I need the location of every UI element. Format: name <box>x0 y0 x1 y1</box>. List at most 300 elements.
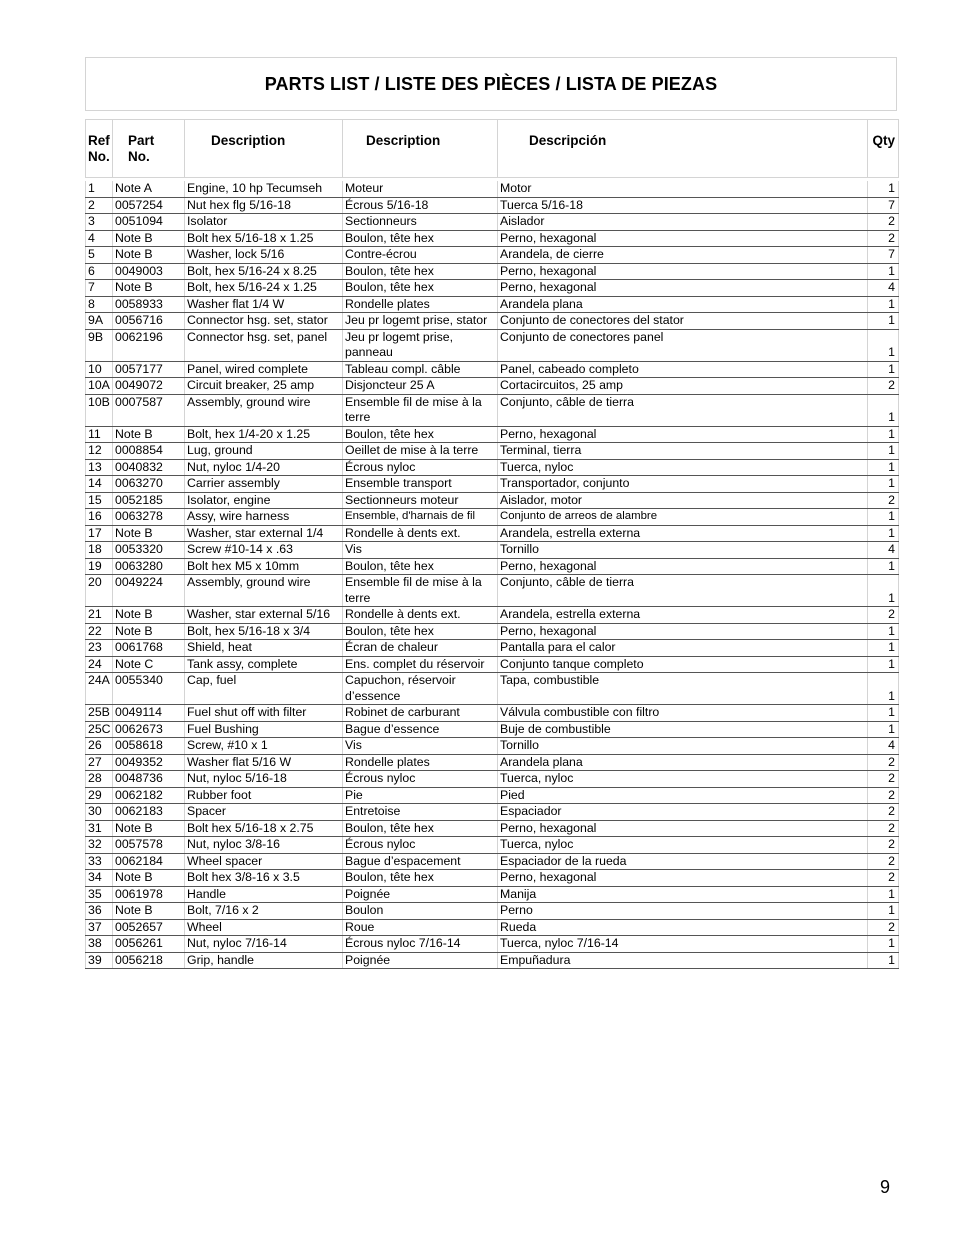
description-es-cell: Conjunto, câble de tierra <box>498 394 868 426</box>
description-es-cell: Válvula combustible con filtro <box>498 705 868 722</box>
description-fr-cell: Ensemble fil de mise à la terre <box>343 394 498 426</box>
page-title: PARTS LIST / LISTE DES PIÈCES / LISTA DE PIEZAS <box>264 73 718 94</box>
qty-cell: 1 <box>868 443 899 460</box>
description-en-cell: Washer, lock 5/16 <box>185 247 343 264</box>
part-number-cell: Note B <box>113 870 185 887</box>
part-number-cell: Note B <box>113 903 185 920</box>
description-es-cell: Arandela plana <box>498 296 868 313</box>
description-en-cell: Bolt hex M5 x 10mm <box>185 558 343 575</box>
part-number-cell: 0008854 <box>113 443 185 460</box>
table-row <box>86 771 899 788</box>
description-fr-cell: Ensemble, d'harnais de fil <box>343 509 498 526</box>
part-number-cell: Note B <box>113 247 185 264</box>
part-number-cell: 0061768 <box>113 640 185 657</box>
description-en-cell: Assembly, ground wire <box>185 394 343 426</box>
ref-cell: 10B <box>86 394 113 426</box>
description-en-cell: Bolt, hex 1/4-20 x 1.25 <box>185 426 343 443</box>
description-es-cell: Perno, hexagonal <box>498 820 868 837</box>
part-number-cell: 0058618 <box>113 738 185 755</box>
description-fr-cell: Boulon, tête hex <box>343 426 498 443</box>
qty-cell: 2 <box>868 820 899 837</box>
table-row <box>86 787 899 804</box>
description-fr-cell: Contre-écrou <box>343 247 498 264</box>
qty-cell: 1 <box>868 361 899 378</box>
description-es-cell: Espaciador <box>498 804 868 821</box>
description-en-cell: Assembly, ground wire <box>185 575 343 607</box>
description-en-cell: Cap, fuel <box>185 673 343 705</box>
description-en-cell: Nut, nyloc 7/16-14 <box>185 936 343 953</box>
ref-cell: 30 <box>86 804 113 821</box>
ref-cell: 2 <box>86 197 113 214</box>
description-fr-cell: Boulon, tête hex <box>343 558 498 575</box>
table-row <box>86 361 899 378</box>
qty-cell: 1 <box>868 903 899 920</box>
ref-cell: 3 <box>86 214 113 231</box>
table-row <box>86 952 899 969</box>
description-es-cell: Perno, hexagonal <box>498 263 868 280</box>
qty-cell: 1 <box>868 329 899 361</box>
header-description-fr: Description <box>343 120 498 178</box>
part-number-cell: 0052185 <box>113 492 185 509</box>
part-number-cell: Note B <box>113 623 185 640</box>
table-row <box>86 181 899 197</box>
ref-cell: 37 <box>86 919 113 936</box>
qty-cell: 1 <box>868 705 899 722</box>
ref-cell: 12 <box>86 443 113 460</box>
qty-cell: 1 <box>868 263 899 280</box>
description-en-cell: Washer, star external 5/16 <box>185 607 343 624</box>
description-fr-cell: Boulon, tête hex <box>343 263 498 280</box>
qty-cell: 4 <box>868 738 899 755</box>
description-es-cell: Buje de combustible <box>498 721 868 738</box>
description-fr-cell: Ensemble fil de mise à la terre <box>343 575 498 607</box>
description-en-cell: Wheel spacer <box>185 853 343 870</box>
part-number-cell: 0052657 <box>113 919 185 936</box>
table-row <box>86 558 899 575</box>
description-fr-cell: Écrous nyloc <box>343 837 498 854</box>
description-en-cell: Nut, nyloc 3/8-16 <box>185 837 343 854</box>
description-es-cell: Manija <box>498 886 868 903</box>
description-es-cell: Perno, hexagonal <box>498 280 868 297</box>
qty-cell: 2 <box>868 378 899 395</box>
description-en-cell: Handle <box>185 886 343 903</box>
qty-cell: 1 <box>868 575 899 607</box>
description-es-cell: Perno <box>498 903 868 920</box>
qty-cell: 4 <box>868 280 899 297</box>
description-en-cell: Isolator, engine <box>185 492 343 509</box>
description-fr-cell: Sectionneurs moteur <box>343 492 498 509</box>
description-es-cell: Cortacircuitos, 25 amp <box>498 378 868 395</box>
description-en-cell: Nut hex flg 5/16-18 <box>185 197 343 214</box>
ref-cell: 32 <box>86 837 113 854</box>
ref-cell: 21 <box>86 607 113 624</box>
qty-cell: 2 <box>868 804 899 821</box>
description-en-cell: Spacer <box>185 804 343 821</box>
description-es-cell: Tornillo <box>498 542 868 559</box>
table-row <box>86 443 899 460</box>
table-row <box>86 542 899 559</box>
qty-cell: 2 <box>868 607 899 624</box>
description-en-cell: Washer, star external 1/4 <box>185 525 343 542</box>
description-en-cell: Bolt hex 5/16-18 x 1.25 <box>185 230 343 247</box>
qty-cell: 2 <box>868 837 899 854</box>
description-fr-cell: Écrous nyloc <box>343 771 498 788</box>
part-number-cell: 0063280 <box>113 558 185 575</box>
ref-cell: 24A <box>86 673 113 705</box>
description-en-cell: Bolt, hex 5/16-18 x 3/4 <box>185 623 343 640</box>
qty-cell: 4 <box>868 542 899 559</box>
description-en-cell: Bolt hex 3/8-16 x 3.5 <box>185 870 343 887</box>
table-row <box>86 640 899 657</box>
qty-cell: 1 <box>868 459 899 476</box>
description-en-cell: Isolator <box>185 214 343 231</box>
ref-cell: 20 <box>86 575 113 607</box>
qty-cell: 1 <box>868 673 899 705</box>
qty-cell: 2 <box>868 492 899 509</box>
ref-cell: 10A <box>86 378 113 395</box>
description-fr-cell: Bague d’espacement <box>343 853 498 870</box>
qty-cell: 2 <box>868 754 899 771</box>
description-fr-cell: Boulon, tête hex <box>343 280 498 297</box>
ref-cell: 23 <box>86 640 113 657</box>
table-row <box>86 459 899 476</box>
header-ref: Ref No. <box>86 120 113 178</box>
ref-cell: 10 <box>86 361 113 378</box>
part-number-cell: 0007587 <box>113 394 185 426</box>
part-number-cell: 0057177 <box>113 361 185 378</box>
table-row <box>86 378 899 395</box>
ref-cell: 22 <box>86 623 113 640</box>
part-number-cell: Note B <box>113 820 185 837</box>
ref-cell: 35 <box>86 886 113 903</box>
ref-cell: 18 <box>86 542 113 559</box>
description-en-cell: Nut, nyloc 1/4-20 <box>185 459 343 476</box>
description-en-cell: Tank assy, complete <box>185 656 343 673</box>
part-number-cell: 0062673 <box>113 721 185 738</box>
table-row <box>86 804 899 821</box>
table-row <box>86 870 899 887</box>
description-fr-cell: Jeu pr logemt prise, panneau <box>343 329 498 361</box>
description-en-cell: Screw #10-14 x .63 <box>185 542 343 559</box>
header-qty: Qty <box>868 120 899 178</box>
qty-cell: 1 <box>868 721 899 738</box>
ref-cell: 7 <box>86 280 113 297</box>
table-row <box>86 525 899 542</box>
header-description-es: Descripción <box>498 120 868 178</box>
description-en-cell: Carrier assembly <box>185 476 343 493</box>
description-en-cell: Assy, wire harness <box>185 509 343 526</box>
table-row <box>86 476 899 493</box>
table-row <box>86 607 899 624</box>
description-es-cell: Motor <box>498 181 868 197</box>
qty-cell: 1 <box>868 886 899 903</box>
description-es-cell: Empuñadura <box>498 952 868 969</box>
ref-cell: 25B <box>86 705 113 722</box>
description-en-cell: Connector hsg. set, stator <box>185 313 343 330</box>
ref-cell: 11 <box>86 426 113 443</box>
parts-table <box>85 119 899 969</box>
qty-cell: 2 <box>868 771 899 788</box>
description-es-cell: Tornillo <box>498 738 868 755</box>
description-fr-cell: Robinet de carburant <box>343 705 498 722</box>
table-row <box>86 263 899 280</box>
description-fr-cell: Ens. complet du réservoir <box>343 656 498 673</box>
qty-cell: 2 <box>868 870 899 887</box>
qty-cell: 1 <box>868 181 899 197</box>
ref-cell: 33 <box>86 853 113 870</box>
description-es-cell: Tuerca, nyloc <box>498 771 868 788</box>
description-en-cell: Connector hsg. set, panel <box>185 329 343 361</box>
description-es-cell: Arandela, estrella externa <box>498 525 868 542</box>
description-es-cell: Tuerca, nyloc <box>498 459 868 476</box>
qty-cell: 2 <box>868 853 899 870</box>
part-number-cell: 0061978 <box>113 886 185 903</box>
description-es-cell: Perno, hexagonal <box>498 870 868 887</box>
part-number-cell: 0056261 <box>113 936 185 953</box>
table-row <box>86 886 899 903</box>
ref-cell: 36 <box>86 903 113 920</box>
qty-cell: 1 <box>868 313 899 330</box>
part-number-cell: 0051094 <box>113 214 185 231</box>
description-es-cell: Arandela, de cierre <box>498 247 868 264</box>
qty-cell: 7 <box>868 197 899 214</box>
description-es-cell: Transportador, conjunto <box>498 476 868 493</box>
description-fr-cell: Vis <box>343 542 498 559</box>
table-row <box>86 426 899 443</box>
ref-cell: 16 <box>86 509 113 526</box>
ref-cell: 17 <box>86 525 113 542</box>
description-fr-cell: Moteur <box>343 181 498 197</box>
table-row <box>86 623 899 640</box>
part-number-cell: Note B <box>113 525 185 542</box>
ref-cell: 14 <box>86 476 113 493</box>
qty-cell: 1 <box>868 558 899 575</box>
part-number-cell: 0057578 <box>113 837 185 854</box>
ref-cell: 4 <box>86 230 113 247</box>
part-number-cell: 0055340 <box>113 673 185 705</box>
table-row <box>86 509 899 526</box>
description-en-cell: Wheel <box>185 919 343 936</box>
part-number-cell: 0063270 <box>113 476 185 493</box>
part-number-cell: 0062196 <box>113 329 185 361</box>
part-number-cell: 0040832 <box>113 459 185 476</box>
qty-cell: 1 <box>868 426 899 443</box>
table-header-row <box>86 120 899 178</box>
part-number-cell: 0049114 <box>113 705 185 722</box>
part-number-cell: 0048736 <box>113 771 185 788</box>
ref-cell: 31 <box>86 820 113 837</box>
part-number-cell: Note B <box>113 280 185 297</box>
table-row <box>86 247 899 264</box>
description-fr-cell: Rondelle à dents ext. <box>343 607 498 624</box>
part-number-cell: 0049224 <box>113 575 185 607</box>
part-number-cell: 0057254 <box>113 197 185 214</box>
title-box <box>85 57 897 111</box>
ref-cell: 38 <box>86 936 113 953</box>
description-fr-cell: Disjoncteur 25 A <box>343 378 498 395</box>
description-es-cell: Pantalla para el calor <box>498 640 868 657</box>
table-row <box>86 575 899 607</box>
description-fr-cell: Rondelle à dents ext. <box>343 525 498 542</box>
part-number-cell: 0049072 <box>113 378 185 395</box>
description-es-cell: Conjunto tanque completo <box>498 656 868 673</box>
table-row <box>86 705 899 722</box>
description-es-cell: Espaciador de la rueda <box>498 853 868 870</box>
part-number-cell: 0062182 <box>113 787 185 804</box>
description-es-cell: Tapa, combustible <box>498 673 868 705</box>
description-en-cell: Panel, wired complete <box>185 361 343 378</box>
qty-cell: 1 <box>868 525 899 542</box>
description-en-cell: Grip, handle <box>185 952 343 969</box>
description-en-cell: Rubber foot <box>185 787 343 804</box>
description-es-cell: Tuerca, nyloc <box>498 837 868 854</box>
qty-cell: 1 <box>868 476 899 493</box>
ref-cell: 1 <box>86 181 113 197</box>
description-fr-cell: Boulon, tête hex <box>343 870 498 887</box>
description-es-cell: Perno, hexagonal <box>498 558 868 575</box>
description-en-cell: Circuit breaker, 25 amp <box>185 378 343 395</box>
table-row <box>86 230 899 247</box>
ref-cell: 6 <box>86 263 113 280</box>
description-fr-cell: Pie <box>343 787 498 804</box>
description-es-cell: Tuerca 5/16-18 <box>498 197 868 214</box>
table-row <box>86 673 899 705</box>
description-fr-cell: Rondelle plates <box>343 754 498 771</box>
description-fr-cell: Capuchon, réservoir d’essence <box>343 673 498 705</box>
qty-cell: 2 <box>868 919 899 936</box>
parts-table-body <box>86 178 899 969</box>
description-en-cell: Screw, #10 x 1 <box>185 738 343 755</box>
table-row <box>86 329 899 361</box>
description-fr-cell: Sectionneurs <box>343 214 498 231</box>
description-es-cell: Conjunto de arreos de alambre <box>498 509 868 526</box>
table-row <box>86 754 899 771</box>
description-fr-cell: Entretoise <box>343 804 498 821</box>
part-number-cell: 0062184 <box>113 853 185 870</box>
header-description-en: Description <box>185 120 343 178</box>
part-number-cell: Note A <box>113 181 185 197</box>
description-en-cell: Bolt, 7/16 x 2 <box>185 903 343 920</box>
table-row <box>86 853 899 870</box>
description-es-cell: Aislador <box>498 214 868 231</box>
description-fr-cell: Écrous nyloc <box>343 459 498 476</box>
ref-cell: 5 <box>86 247 113 264</box>
description-es-cell: Conjunto, câble de tierra <box>498 575 868 607</box>
part-number-cell: 0058933 <box>113 296 185 313</box>
description-en-cell: Fuel Bushing <box>185 721 343 738</box>
ref-cell: 34 <box>86 870 113 887</box>
table-row <box>86 656 899 673</box>
description-en-cell: Bolt hex 5/16-18 x 2.75 <box>185 820 343 837</box>
description-es-cell: Perno, hexagonal <box>498 623 868 640</box>
ref-cell: 28 <box>86 771 113 788</box>
part-number-cell: 0063278 <box>113 509 185 526</box>
table-row <box>86 492 899 509</box>
description-fr-cell: Rondelle plates <box>343 296 498 313</box>
part-number-cell: 0049352 <box>113 754 185 771</box>
description-en-cell: Bolt, hex 5/16-24 x 8.25 <box>185 263 343 280</box>
table-row <box>86 738 899 755</box>
description-es-cell: Pied <box>498 787 868 804</box>
ref-cell: 9A <box>86 313 113 330</box>
table-row <box>86 313 899 330</box>
description-en-cell: Shield, heat <box>185 640 343 657</box>
ref-cell: 15 <box>86 492 113 509</box>
description-es-cell: Tuerca, nyloc 7/16-14 <box>498 936 868 953</box>
part-number-cell: 0056716 <box>113 313 185 330</box>
table-row <box>86 721 899 738</box>
description-es-cell: Conjunto de conectores panel <box>498 329 868 361</box>
table-row <box>86 936 899 953</box>
part-number-cell: 0062183 <box>113 804 185 821</box>
description-fr-cell: Oeillet de mise à la terre <box>343 443 498 460</box>
qty-cell: 7 <box>868 247 899 264</box>
part-number-cell: Note B <box>113 230 185 247</box>
ref-cell: 19 <box>86 558 113 575</box>
ref-cell: 26 <box>86 738 113 755</box>
description-en-cell: Washer flat 5/16 W <box>185 754 343 771</box>
qty-cell: 2 <box>868 230 899 247</box>
ref-cell: 24 <box>86 656 113 673</box>
qty-cell: 1 <box>868 640 899 657</box>
description-es-cell: Aislador, motor <box>498 492 868 509</box>
qty-cell: 1 <box>868 623 899 640</box>
ref-cell: 13 <box>86 459 113 476</box>
description-es-cell: Arandela, estrella externa <box>498 607 868 624</box>
table-row <box>86 214 899 231</box>
part-number-cell: Note B <box>113 607 185 624</box>
description-fr-cell: Vis <box>343 738 498 755</box>
description-en-cell: Nut, nyloc 5/16-18 <box>185 771 343 788</box>
description-fr-cell: Roue <box>343 919 498 936</box>
description-fr-cell: Poignée <box>343 952 498 969</box>
part-number-cell: Note C <box>113 656 185 673</box>
page-number: 9 <box>880 1177 891 1197</box>
description-fr-cell: Jeu pr logemt prise, stator <box>343 313 498 330</box>
description-fr-cell: Tableau compl. câble <box>343 361 498 378</box>
description-fr-cell: Écrous 5/16-18 <box>343 197 498 214</box>
table-row <box>86 280 899 297</box>
part-number-cell: Note B <box>113 426 185 443</box>
part-number-cell: 0056218 <box>113 952 185 969</box>
description-fr-cell: Boulon, tête hex <box>343 230 498 247</box>
table-row <box>86 296 899 313</box>
table-row <box>86 837 899 854</box>
description-fr-cell: Boulon <box>343 903 498 920</box>
description-en-cell: Bolt, hex 5/16-24 x 1.25 <box>185 280 343 297</box>
table-row <box>86 919 899 936</box>
qty-cell: 1 <box>868 656 899 673</box>
qty-cell: 1 <box>868 394 899 426</box>
ref-cell: 39 <box>86 952 113 969</box>
description-es-cell: Perno, hexagonal <box>498 230 868 247</box>
qty-cell: 1 <box>868 509 899 526</box>
description-es-cell: Arandela plana <box>498 754 868 771</box>
ref-cell: 29 <box>86 787 113 804</box>
ref-cell: 8 <box>86 296 113 313</box>
description-fr-cell: Bague d’essence <box>343 721 498 738</box>
ref-cell: 25C <box>86 721 113 738</box>
table-row <box>86 394 899 426</box>
description-fr-cell: Poignée <box>343 886 498 903</box>
qty-cell: 2 <box>868 787 899 804</box>
description-fr-cell: Écrous nyloc 7/16-14 <box>343 936 498 953</box>
qty-cell: 2 <box>868 214 899 231</box>
description-es-cell: Panel, cabeado completo <box>498 361 868 378</box>
description-es-cell: Terminal, tierra <box>498 443 868 460</box>
ref-cell: 9B <box>86 329 113 361</box>
qty-cell: 1 <box>868 296 899 313</box>
